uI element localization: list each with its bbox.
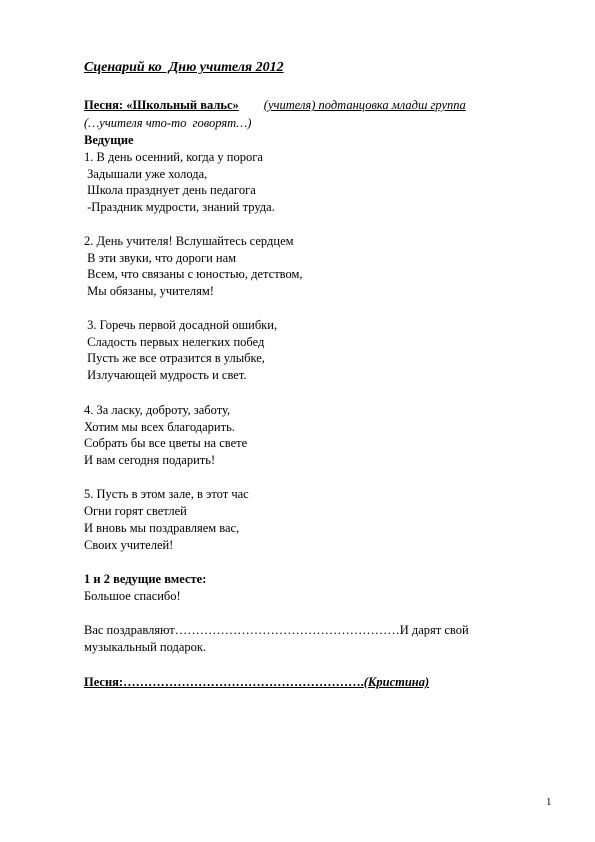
stanza-4-line-2: Хотим мы всех благодарить.	[84, 420, 235, 434]
document-title: Сценарий ко Дню учителя 2012	[84, 60, 284, 75]
stanza-1-line-4: -Праздник мудрости, знаний труда.	[84, 200, 275, 214]
stanza-2-line-4: Мы обязаны, учителям!	[84, 284, 214, 298]
thanks-line: Большое спасибо!	[84, 589, 181, 603]
stanza-2-line-2: В эти звуки, что дороги нам	[84, 251, 237, 265]
stanza-3-line-4: Излучающей мудрость и свет.	[84, 368, 247, 382]
song-2-performer: (Кристина)	[363, 675, 430, 689]
song-1-label: Песня: «Школьный вальс»	[84, 98, 239, 112]
stanza-5-line-1: 5. Пусть в этом зале, в этот час	[84, 487, 249, 501]
together-label: 1 и 2 ведущие вместе:	[84, 572, 207, 586]
stanza-3-line-1: 3. Горечь первой досадной ошибки,	[84, 318, 278, 332]
stanza-1-line-2: Задышали уже холода,	[84, 167, 208, 181]
stanza-4-line-4: И вам сегодня подарить!	[84, 453, 216, 467]
stanza-3-line-2: Сладость первых нелегких побед	[84, 335, 265, 349]
stanza-1-line-1: 1. В день осенний, когда у порога	[84, 150, 263, 164]
song-1-line	[84, 97, 466, 113]
page-number: 1	[546, 796, 552, 808]
stanza-2-line-1: 2. День учителя! Вслушайтесь сердцем	[84, 234, 294, 248]
stanza-4-line-3: Собрать бы все цветы на свете	[84, 436, 248, 450]
stanza-5-line-3: И вновь мы поздравляем вас,	[84, 521, 240, 535]
stanza-1-line-3: Школа празднует день педагога	[84, 183, 256, 197]
song-2-dots: ………………………………………………….	[123, 675, 364, 689]
congrats-line-1: Вас поздравляют………………………………………………И дарят свой	[84, 623, 469, 637]
song-2-line	[84, 674, 429, 690]
stanza-5-line-2: Огни горят светлей	[84, 504, 187, 518]
stanza-3-line-3: Пусть же все отразится в улыбке,	[84, 351, 265, 365]
stanza-5-line-4: Своих учителей!	[84, 538, 174, 552]
congrats-line-2: музыкальный подарок.	[84, 640, 207, 654]
song-1-note: (учителя) подтанцовка младш группа	[263, 98, 466, 112]
stanza-4-line-1: 4. За ласку, доброту, заботу,	[84, 403, 231, 417]
presenters-label: Ведущие	[84, 133, 134, 147]
teachers-note: (…учителя что-то говорят…)	[84, 116, 252, 130]
song-2-label: Песня:	[84, 675, 124, 689]
stanza-2-line-3: Всем, что связаны с юностью, детством,	[84, 267, 303, 281]
